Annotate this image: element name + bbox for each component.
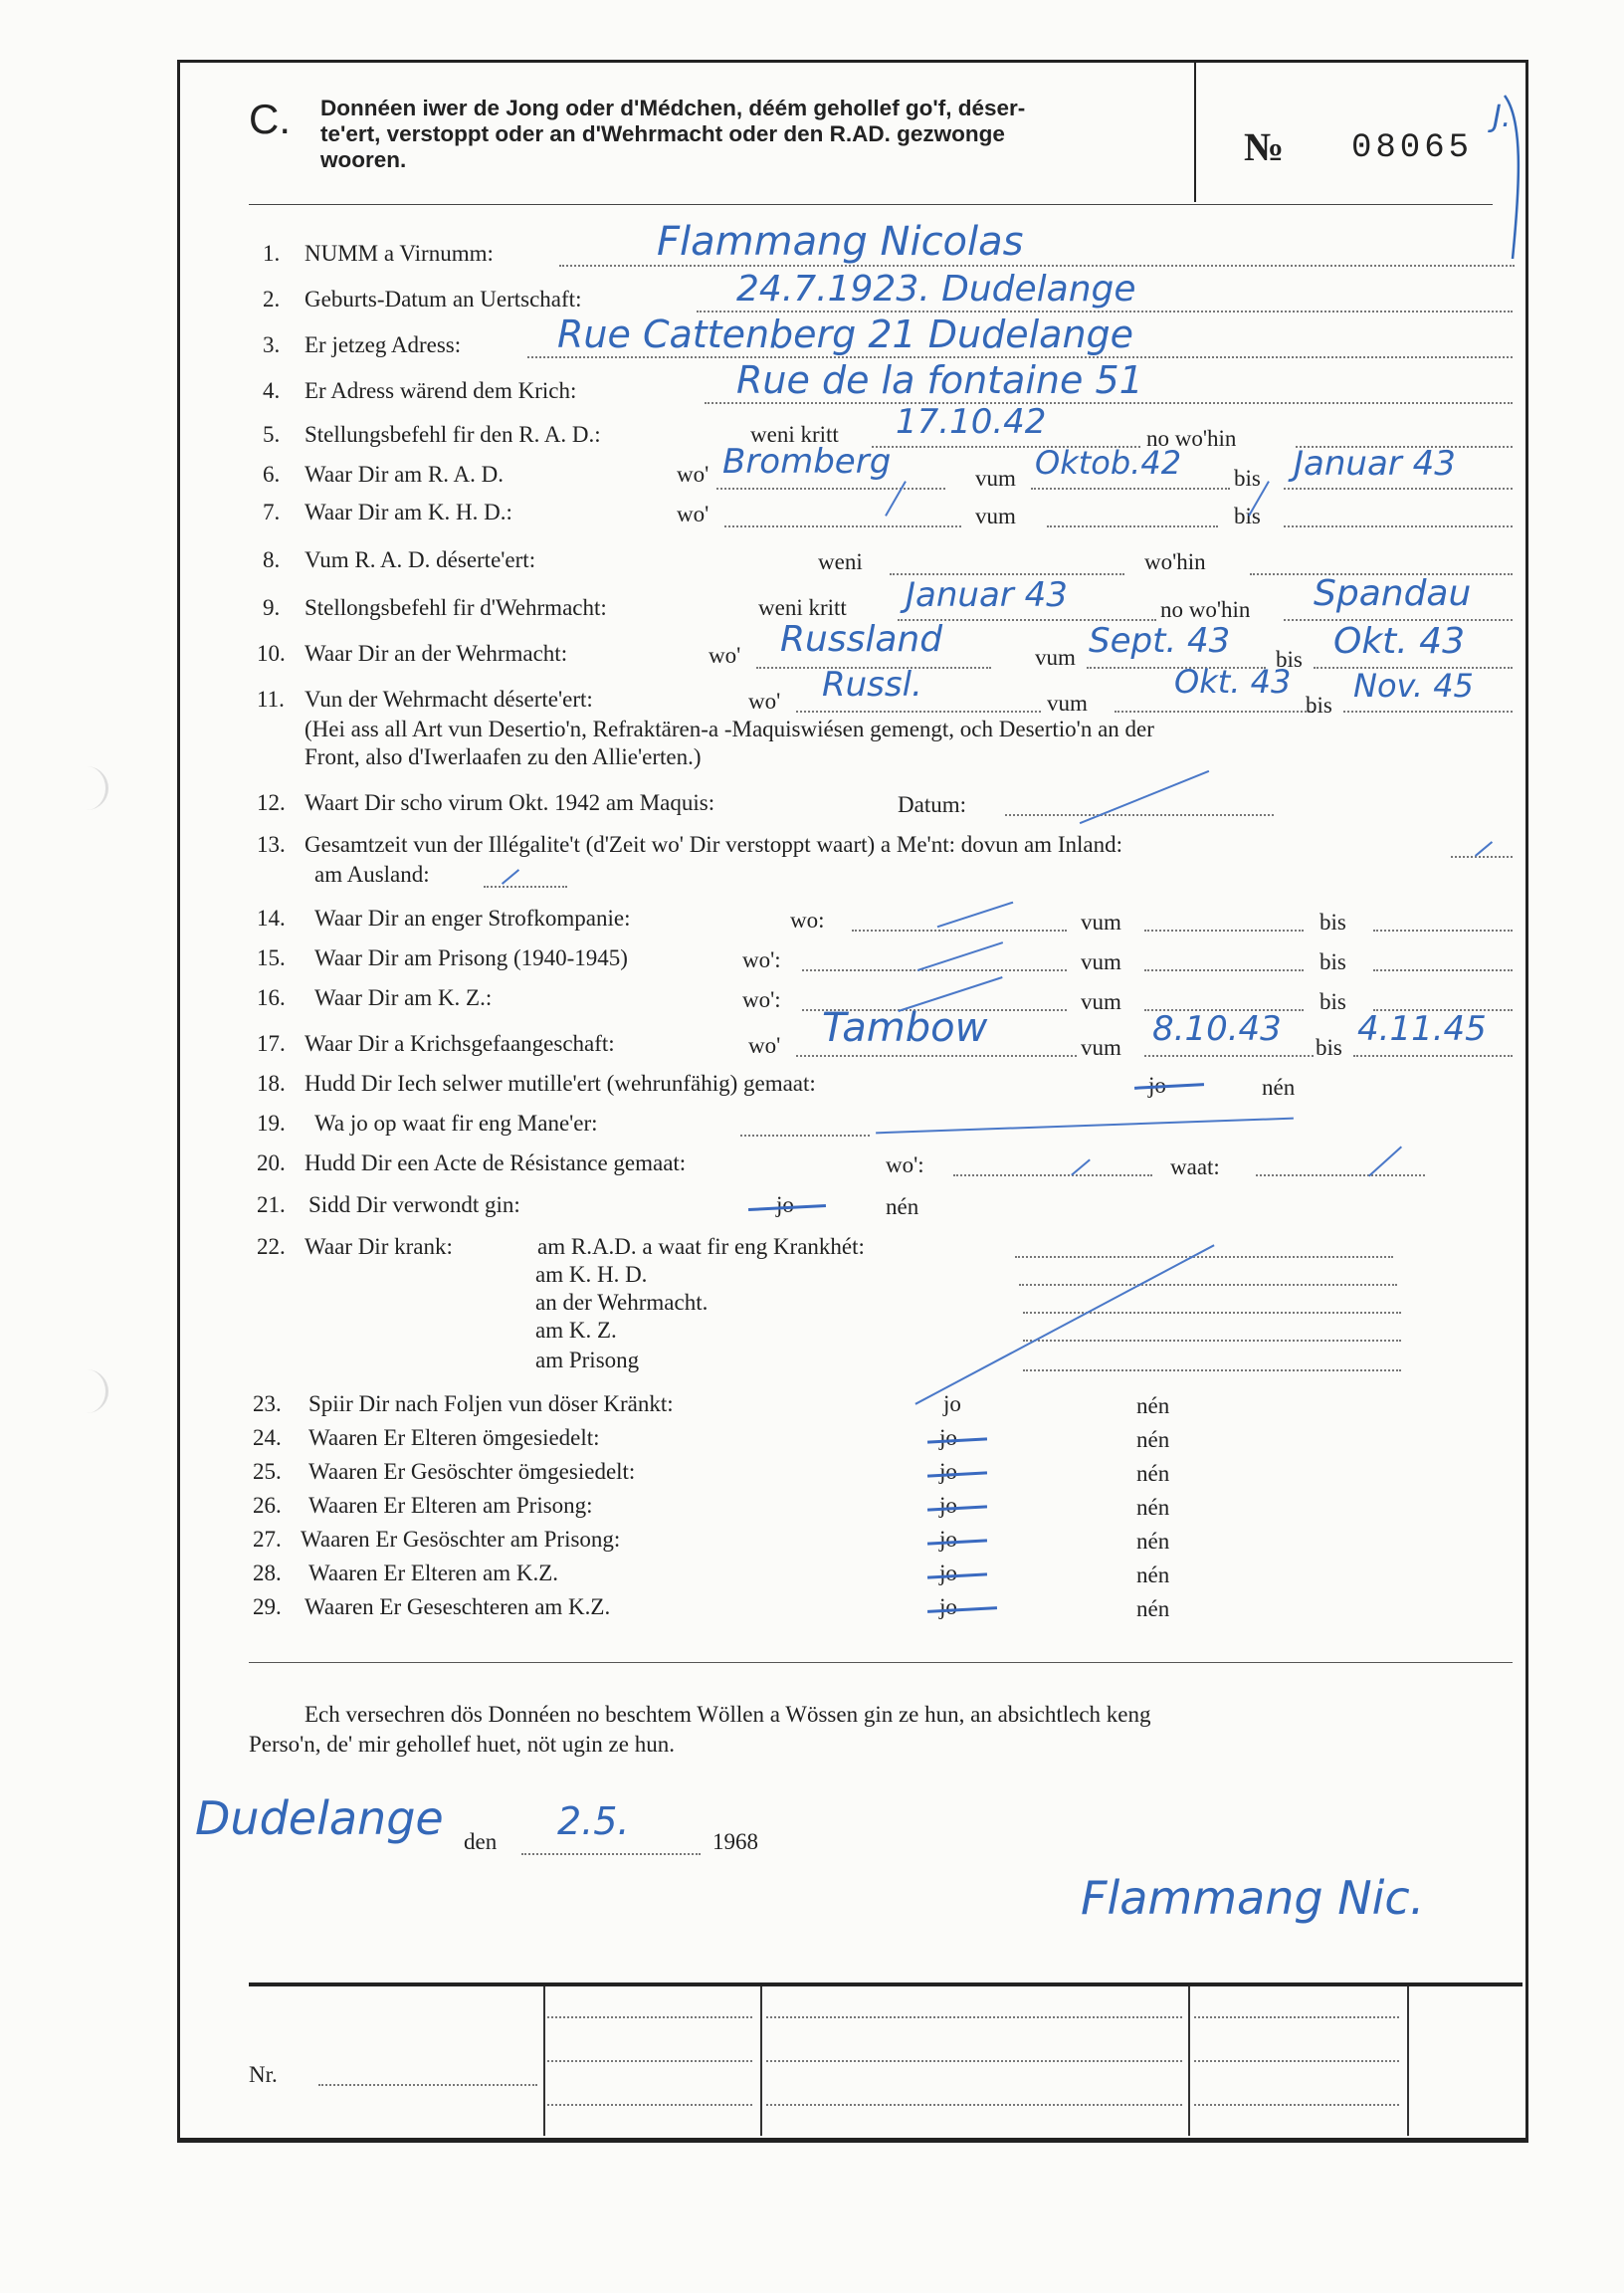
field-label-abroad: am Ausland: — [314, 862, 430, 887]
field-number: 15. — [257, 945, 286, 970]
value-pow-to[interactable]: 4.11.45 — [1357, 1009, 1487, 1049]
field-line — [802, 969, 1067, 971]
section-title-line: wooren. — [320, 147, 407, 172]
ill-sub-wehrmacht: an der Wehrmacht. — [535, 1290, 709, 1315]
field-line — [1023, 1369, 1401, 1371]
value-wehrmacht-from[interactable]: Sept. 43 — [1089, 621, 1231, 661]
field-line — [796, 711, 1041, 713]
value-birth[interactable]: 24.7.1923. Dudelange — [736, 269, 1136, 310]
label-weni: weni kritt — [758, 595, 847, 620]
field-label-rad: Waar Dir am R. A. D. — [304, 462, 504, 487]
option-nen[interactable]: nén — [1262, 1075, 1296, 1100]
declaration-line: Ech versechren dös Donnéen no beschtem Wöllen a Wössen gin ze hun, an absichtlech keng — [304, 1702, 1151, 1727]
field-label-illegality: Gesamtzeit vun der Illégalite't (d'Zeit wo' Dir verstoppt waart) a Me'nt: dovun am Inland: — [304, 832, 1122, 857]
field-line — [1144, 930, 1304, 932]
field-line — [724, 525, 961, 527]
value-wehrmacht-order-place[interactable]: Spandau — [1314, 573, 1472, 614]
option-jo[interactable]: jo — [776, 1192, 794, 1217]
signature[interactable]: Flammang Nic. — [1081, 1871, 1425, 1925]
option-jo[interactable]: jo — [939, 1459, 957, 1484]
field-line — [1144, 1055, 1314, 1057]
field-label-parents-resettled: Waaren Er Elteren ömgesiedelt: — [308, 1425, 600, 1450]
table-cell-line — [1194, 2104, 1399, 2106]
label-wohin: wo'hin — [1144, 549, 1206, 574]
label-bis: bis — [1320, 989, 1346, 1014]
field-line — [740, 1135, 870, 1137]
field-label-ill: Waar Dir krank: — [304, 1234, 453, 1259]
field-label-siblings-prison: Waaren Er Gesöschter am Prisong: — [301, 1527, 621, 1552]
value-desert-from[interactable]: Okt. 43 — [1174, 663, 1292, 701]
label-weni: weni kritt — [750, 422, 839, 447]
field-number: 29. — [253, 1594, 282, 1619]
field-label-parents-kz: Waaren Er Elteren am K.Z. — [308, 1561, 559, 1585]
option-jo[interactable]: jo — [1148, 1073, 1166, 1098]
table-top-rule — [249, 1982, 1522, 1986]
field-note: (Hei ass all Art vun Desertio'n, Refraktären-a -Maquiswiésen gemengt, och Desertio'n an der — [304, 717, 1154, 741]
ill-sub-prison: am Prisong — [535, 1348, 640, 1372]
field-line — [1144, 969, 1304, 971]
field-label-prison: Waar Dir am Prisong (1940-1945) — [314, 945, 628, 970]
section-letter: C. — [249, 96, 291, 142]
field-number: 23. — [253, 1391, 282, 1416]
field-line — [1047, 525, 1218, 527]
option-nen[interactable]: nén — [1136, 1529, 1170, 1554]
option-nen[interactable]: nén — [1136, 1427, 1170, 1452]
label-wo: wo' — [748, 689, 781, 714]
label-weni: weni — [818, 549, 863, 574]
field-number: 1. — [263, 241, 281, 266]
option-nen[interactable]: nén — [886, 1194, 919, 1219]
label-bis: bis — [1320, 949, 1346, 974]
label-wo: wo' — [709, 643, 741, 668]
field-line — [1005, 814, 1274, 816]
table-column-divider — [760, 1986, 762, 2136]
field-label-resistance: Hudd Dir een Acte de Résistance gemaat: — [304, 1150, 687, 1175]
table-cell-line — [547, 2016, 752, 2018]
field-label-parents-prison: Waaren Er Elteren am Prisong: — [308, 1493, 593, 1518]
field-line — [559, 265, 1515, 267]
field-label-penal-company: Waar Dir an enger Strofkompanie: — [314, 906, 631, 931]
field-line — [1015, 1256, 1393, 1258]
field-label-siblings-resettled: Waaren Er Gesöschter ömgesiedelt: — [308, 1459, 636, 1484]
field-number: 11. — [257, 687, 285, 712]
field-label-pow: Waar Dir a Krichsgefaangeschaft: — [304, 1031, 615, 1056]
field-label-wehrmacht: Waar Dir an der Wehrmacht: — [304, 641, 568, 666]
label-wo: wo' — [748, 1033, 781, 1058]
field-label-manner: Wa jo op waat fir eng Mane'er: — [314, 1111, 598, 1136]
value-rad-to[interactable]: Januar 43 — [1294, 444, 1456, 484]
value-desert-place[interactable]: Russl. — [822, 665, 922, 705]
field-label-wehrmacht-desert: Vun der Wehrmacht déserte'ert: — [304, 687, 593, 712]
field-number: 8. — [263, 547, 281, 572]
label-vum: vum — [1035, 645, 1076, 670]
bottom-rule — [177, 2138, 1528, 2143]
table-column-divider — [1188, 1986, 1190, 2136]
label-vum: vum — [1081, 1035, 1121, 1060]
value-name[interactable]: Flammang Nicolas — [657, 219, 1024, 265]
number-sign: № — [1244, 124, 1285, 169]
value-wehrmacht-place[interactable]: Russland — [780, 619, 943, 660]
option-jo[interactable]: jo — [939, 1527, 957, 1552]
field-number: 25. — [253, 1459, 282, 1484]
field-line — [1031, 488, 1230, 490]
option-jo[interactable]: jo — [943, 1391, 961, 1416]
field-number: 14. — [257, 906, 286, 931]
label-waat: waat: — [1170, 1154, 1220, 1179]
handwritten-bracket — [1483, 90, 1552, 269]
field-label-war-address: Er Adress wärend dem Krich: — [304, 378, 577, 403]
field-line — [705, 402, 1513, 404]
table-cell-line — [547, 2060, 752, 2062]
ill-sub-kz: am K. Z. — [535, 1318, 617, 1343]
section-title-line: te'ert, verstoppt oder an d'Wehrmacht oder den R.AD. gezwonge — [320, 121, 1005, 146]
table-column-divider — [1407, 1986, 1409, 2136]
field-number: 6. — [263, 462, 281, 487]
field-number: 4. — [263, 378, 281, 403]
signoff-den: den — [464, 1829, 498, 1854]
field-label-self-mutilation: Hudd Dir Iech selwer mutille'ert (wehrunfähig) gemaat: — [304, 1071, 816, 1096]
option-nen[interactable]: nén — [1136, 1596, 1170, 1621]
field-number: 22. — [257, 1234, 286, 1259]
label-wohin: no wo'hin — [1146, 426, 1237, 451]
form-number: 08065 — [1351, 129, 1474, 167]
field-number: 20. — [257, 1150, 286, 1175]
value-rad-place[interactable]: Bromberg — [722, 442, 892, 482]
section-title — [320, 96, 1176, 173]
option-jo[interactable]: jo — [939, 1493, 957, 1518]
table-cell-line — [1194, 2060, 1399, 2062]
field-number: 12. — [257, 790, 286, 815]
label-wo: wo: — [790, 908, 825, 933]
label-bis: bis — [1306, 693, 1332, 718]
option-nen[interactable]: nén — [1136, 1563, 1170, 1587]
section-title-line: Donnéen iwer de Jong oder d'Médchen, déém gehollef go'f, déser- — [320, 96, 1026, 120]
field-line — [716, 488, 945, 490]
field-number: 17. — [257, 1031, 286, 1056]
field-line — [1343, 711, 1513, 713]
ill-sub-khd: am K. H. D. — [535, 1262, 648, 1287]
field-label-consequences: Spiir Dir nach Foljen vun döser Kränkt: — [308, 1391, 674, 1416]
field-number: 24. — [253, 1425, 282, 1450]
label-vum: vum — [1081, 949, 1121, 974]
label-datum: Datum: — [898, 792, 966, 817]
table-cell-line — [766, 2104, 1182, 2106]
label-wohin: no wo'hin — [1160, 597, 1251, 622]
field-line — [484, 886, 567, 888]
field-number: 27. — [253, 1527, 282, 1552]
label-vum: vum — [1081, 910, 1121, 935]
field-line — [1353, 1055, 1513, 1057]
value-address[interactable]: Rue Cattenberg 21 Dudelange — [557, 313, 1134, 356]
field-line — [1373, 930, 1513, 932]
label-bis: bis — [1276, 647, 1303, 672]
field-line — [1019, 1284, 1397, 1286]
field-number: 19. — [257, 1111, 286, 1136]
field-line — [521, 1853, 701, 1855]
field-label-kz: Waar Dir am K. Z.: — [314, 985, 493, 1010]
label-vum: vum — [1047, 691, 1088, 716]
field-label-maquis: Waart Dir scho virum Okt. 1942 am Maquis: — [304, 790, 715, 815]
footer-nr-label: Nr. — [249, 2062, 278, 2087]
value-rad-order-date[interactable]: 17.10.42 — [896, 402, 1047, 442]
option-nen[interactable]: nén — [1136, 1393, 1170, 1418]
label-vum: vum — [1081, 989, 1121, 1014]
ill-sub-rad: am R.A.D. a waat fir eng Krankhét: — [537, 1234, 865, 1259]
signoff-date[interactable]: 2.5. — [557, 1799, 630, 1843]
field-number: 9. — [263, 595, 281, 620]
value-rad-from[interactable]: Oktob.42 — [1035, 444, 1182, 482]
field-number: 28. — [253, 1561, 282, 1585]
label-bis: bis — [1316, 1035, 1342, 1060]
field-line — [1023, 1340, 1401, 1342]
table-cell-line — [766, 2060, 1182, 2062]
option-jo[interactable]: jo — [939, 1594, 957, 1619]
table-cell-line — [1194, 2016, 1399, 2018]
field-label-name: NUMM a Virnumm: — [304, 241, 494, 266]
field-label-wounded: Sidd Dir verwondt gin: — [308, 1192, 520, 1217]
field-line — [852, 930, 1067, 932]
label-wo: wo': — [886, 1152, 924, 1177]
label-vum: vum — [975, 466, 1016, 491]
field-label-birth: Geburts-Datum an Uertschaft: — [304, 287, 582, 312]
value-wehrmacht-to[interactable]: Okt. 43 — [1333, 621, 1465, 662]
field-label-wehrmacht-order: Stellongsbefehl fir d'Wehrmacht: — [304, 595, 607, 620]
field-line — [1256, 1174, 1425, 1176]
field-number: 10. — [257, 641, 286, 666]
field-number: 7. — [263, 500, 281, 524]
header-underline — [249, 204, 1493, 205]
field-number: 26. — [253, 1493, 282, 1518]
punch-hole-mark — [84, 766, 108, 810]
value-war-address[interactable]: Rue de la fontaine 51 — [736, 358, 1143, 402]
field-line — [1115, 711, 1314, 713]
section-divider — [249, 1662, 1513, 1663]
table-cell-line — [547, 2104, 752, 2106]
field-number: 2. — [263, 287, 281, 312]
field-number: 18. — [257, 1071, 286, 1096]
field-line — [953, 1174, 1152, 1176]
header-separator — [1194, 63, 1196, 202]
punch-hole-mark — [84, 1369, 108, 1413]
value-desert-to[interactable]: Nov. 45 — [1353, 667, 1474, 705]
footer-nr-line[interactable] — [318, 2084, 537, 2086]
option-jo[interactable]: jo — [939, 1561, 957, 1585]
label-bis: bis — [1234, 504, 1261, 528]
field-number: 5. — [263, 422, 281, 447]
label-bis: bis — [1234, 466, 1261, 491]
field-label-siblings-kz: Waaren Er Geseschteren am K.Z. — [304, 1594, 611, 1619]
value-pow-place[interactable]: Tambow — [822, 1005, 988, 1051]
value-pow-from[interactable]: 8.10.43 — [1152, 1009, 1282, 1049]
field-number: 13. — [257, 832, 286, 857]
field-line — [796, 1055, 1077, 1057]
label-vum: vum — [975, 504, 1016, 528]
declaration-line: Perso'n, de' mir gehollef huet, nöt ugin ze hun. — [249, 1732, 675, 1757]
handwritten-mark: J. — [1493, 100, 1512, 134]
field-label-khd: Waar Dir am K. H. D.: — [304, 500, 512, 524]
field-label-address: Er jetzeg Adress: — [304, 332, 462, 357]
field-line — [1373, 969, 1513, 971]
field-line — [1284, 525, 1513, 527]
option-nen[interactable]: nén — [1136, 1495, 1170, 1520]
label-wo: wo' — [677, 462, 710, 487]
field-line — [1284, 488, 1513, 490]
label-bis: bis — [1320, 910, 1346, 935]
value-wehrmacht-order-date[interactable]: Januar 43 — [906, 575, 1068, 615]
field-number: 3. — [263, 332, 281, 357]
field-label-rad-desert: Vum R. A. D. déserte'ert: — [304, 547, 536, 572]
field-number: 16. — [257, 985, 286, 1010]
label-wo: wo': — [742, 987, 781, 1012]
label-wo: wo' — [677, 502, 710, 526]
field-line — [1023, 1312, 1401, 1314]
signoff-year: 1968 — [712, 1829, 758, 1854]
label-wo: wo': — [742, 947, 781, 972]
signoff-place[interactable]: Dudelange — [195, 1791, 444, 1845]
option-jo[interactable]: jo — [939, 1425, 957, 1450]
table-cell-line — [766, 2016, 1182, 2018]
field-line — [1451, 856, 1513, 858]
field-note: Front, also d'Iwerlaafen zu den Allie'erten.) — [304, 744, 702, 769]
table-column-divider — [543, 1986, 545, 2136]
field-label-rad-order: Stellungsbefehl fir den R. A. D.: — [304, 422, 601, 447]
option-nen[interactable]: nén — [1136, 1461, 1170, 1486]
field-number: 21. — [257, 1192, 286, 1217]
